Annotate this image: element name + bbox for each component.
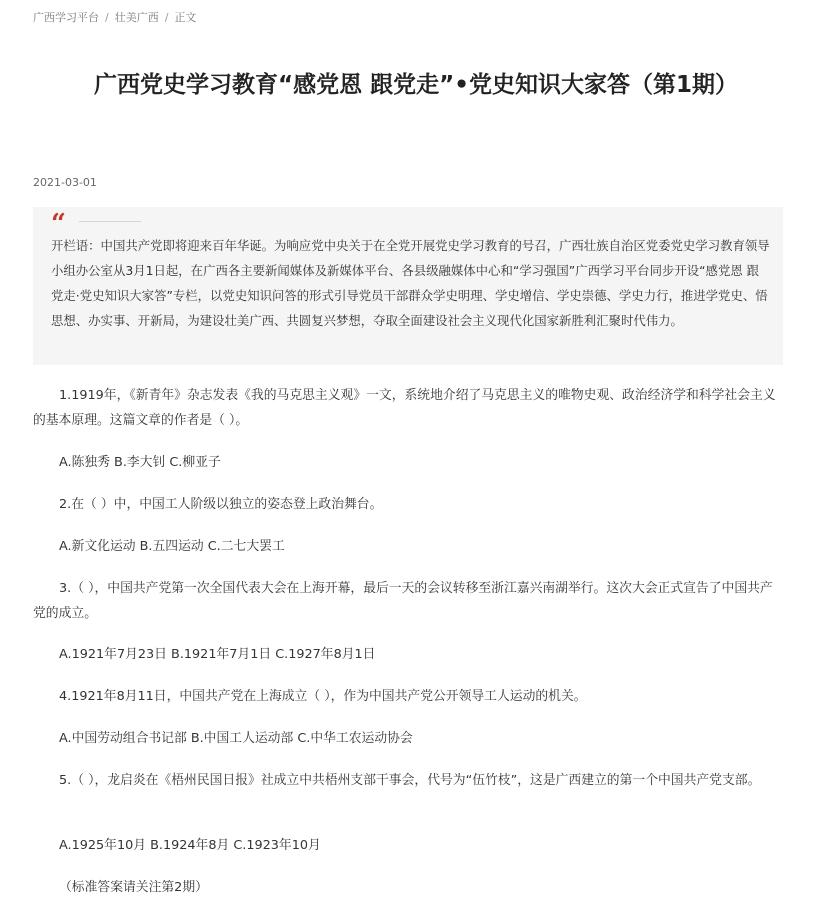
breadcrumb [33,9,196,25]
quote-divider [79,221,141,222]
breadcrumb-separator: / [164,11,169,24]
question-5: 5.（ ），龙启炎在《梧州民国日报》社成立中共梧州支部干事会，代号为“伍竹枝”，这是广西建立的第一个中国共产党支部。 [59,773,761,788]
question-3: 3.（ ），中国共产党第一次全国代表大会在上海开幕，最后一天的会议转移至浙江嘉兴南湖举行。这次大会正式宣告了中国共产党的成立。 [33,581,773,621]
quote-mark-icon: “ [51,209,66,239]
question-5-options: A.1925年10月 B.1924年8月 C.1923年10月 [59,838,321,853]
question-3-options: A.1921年7月23日 B.1921年7月1日 C.1927年8月1日 [59,647,376,662]
question-4: 4.1921年8月11日，中国共产党在上海成立（ ），作为中国共产党公开领导工人运动的机关。 [59,689,587,704]
intro-box [33,207,783,365]
breadcrumb-link-platform[interactable]: 广西学习平台 [33,11,99,24]
question-2-options: A.新文化运动 B.五四运动 C.二七大罢工 [59,539,285,554]
question-2: 2.在（ ）中，中国工人阶级以独立的姿态登上政治舞台。 [59,497,383,512]
question-1: 1.1919年，《新青年》杂志发表《我的马克思主义观》一文，系统地介绍了马克思主义的唯物史观、政治经济学和科学社会主义的基本原理。这篇文章的作者是（ ）。 [33,388,776,428]
breadcrumb-link-section[interactable]: 壮美广西 [114,11,159,24]
question-1-options: A.陈独秀 B.李大钊 C.柳亚子 [59,455,221,470]
breadcrumb-separator: / [105,11,109,24]
question-4-options: A.中国劳动组合书记部 B.中国工人运动部 C.中华工农运动协会 [59,731,413,746]
intro-text: 开栏语：中国共产党即将迎来百年华诞。为响应党中央关于在全党开展党史学习教育的号召，广西壮族自治区党委党史学习教育领导小组办公室从3月1日起，在广西各主要新闻媒体及新媒体平台、各县级融媒体中心和“学习强国”广西学习平台同步开设“感党恩 跟党走·党史知识大家答”专栏，以党史知识问答的形式引导党员干部群众学史明理、学史增信、学史崇德、学史力行，推进学党史、悟思想、办实事、开新局，为建设壮美广西、共圆复兴梦想，夺取全面建设社会主义现代化国家新胜利汇聚时代伟力。 [51,238,770,328]
breadcrumb-current: 正文 [174,11,197,24]
footer-note: （标准答案请关注第2期） [59,880,208,895]
article-date: 2021-03-01 [33,176,97,189]
article-title: 广西党史学习教育“感党恩 跟党走”•党史知识大家答（第1期） [94,72,738,98]
